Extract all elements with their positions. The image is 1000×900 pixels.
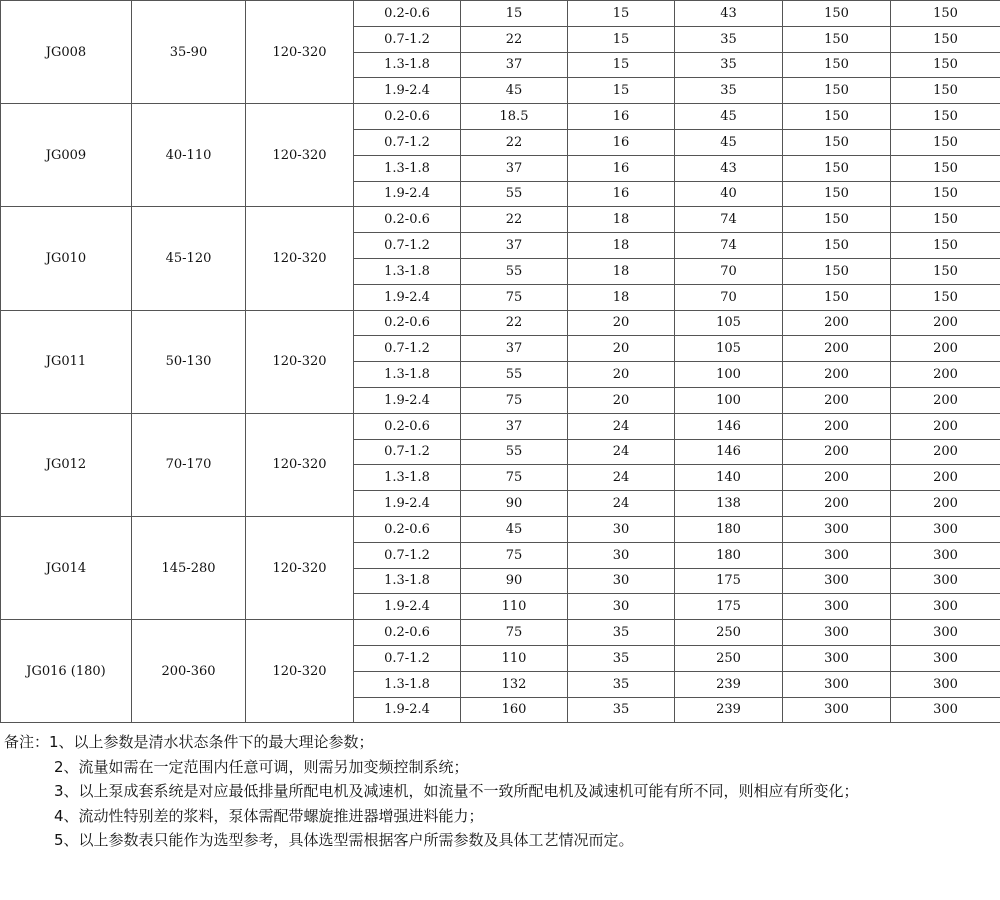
table-cell: 1.3-1.8 bbox=[354, 52, 461, 78]
table-cell: 20 bbox=[568, 362, 675, 388]
table-cell: 35 bbox=[568, 671, 675, 697]
model-cell: JG014 bbox=[1, 516, 132, 619]
range-cell-2: 120-320 bbox=[246, 1, 354, 104]
table-cell: 24 bbox=[568, 439, 675, 465]
table-cell: 30 bbox=[568, 516, 675, 542]
table-cell: 20 bbox=[568, 387, 675, 413]
table-cell: 300 bbox=[891, 594, 1000, 620]
note-line-4 bbox=[4, 804, 994, 829]
table-cell: 18 bbox=[568, 284, 675, 310]
table-cell: 16 bbox=[568, 181, 675, 207]
table-cell: 45 bbox=[675, 129, 783, 155]
table-cell: 300 bbox=[783, 620, 891, 646]
table-cell: 43 bbox=[675, 1, 783, 27]
table-cell: 30 bbox=[568, 594, 675, 620]
model-cell: JG010 bbox=[1, 207, 132, 310]
model-cell: JG008 bbox=[1, 1, 132, 104]
table-cell: 300 bbox=[891, 620, 1000, 646]
table-cell: 45 bbox=[461, 78, 568, 104]
table-cell: 150 bbox=[783, 26, 891, 52]
table-cell: 200 bbox=[783, 362, 891, 388]
table-cell: 1.3-1.8 bbox=[354, 465, 461, 491]
table-row bbox=[1, 413, 1000, 439]
table-cell: 37 bbox=[461, 233, 568, 259]
table-cell: 0.7-1.2 bbox=[354, 439, 461, 465]
table-cell: 150 bbox=[891, 233, 1000, 259]
table-cell: 110 bbox=[461, 594, 568, 620]
table-cell: 90 bbox=[461, 568, 568, 594]
range-cell: 40-110 bbox=[132, 104, 246, 207]
model-cell: JG016 (180) bbox=[1, 620, 132, 723]
table-cell: 150 bbox=[783, 181, 891, 207]
table-cell: 75 bbox=[461, 387, 568, 413]
table-cell: 175 bbox=[675, 568, 783, 594]
table-cell: 300 bbox=[891, 671, 1000, 697]
table-cell: 200 bbox=[891, 310, 1000, 336]
table-cell: 55 bbox=[461, 258, 568, 284]
table-cell: 200 bbox=[783, 465, 891, 491]
table-cell: 18.5 bbox=[461, 104, 568, 130]
table-cell: 150 bbox=[783, 258, 891, 284]
range-cell: 35-90 bbox=[132, 1, 246, 104]
table-cell: 1.9-2.4 bbox=[354, 491, 461, 517]
table-cell: 35 bbox=[675, 26, 783, 52]
table-cell: 300 bbox=[891, 645, 1000, 671]
table-cell: 150 bbox=[891, 1, 1000, 27]
table-cell: 37 bbox=[461, 155, 568, 181]
table-cell: 110 bbox=[461, 645, 568, 671]
table-cell: 150 bbox=[891, 258, 1000, 284]
table-cell: 200 bbox=[891, 413, 1000, 439]
table-cell: 24 bbox=[568, 413, 675, 439]
table-cell: 45 bbox=[461, 516, 568, 542]
table-cell: 15 bbox=[568, 1, 675, 27]
table-cell: 150 bbox=[891, 104, 1000, 130]
table-cell: 0.7-1.2 bbox=[354, 336, 461, 362]
table-cell: 22 bbox=[461, 207, 568, 233]
table-cell: 150 bbox=[783, 1, 891, 27]
table-cell: 1.3-1.8 bbox=[354, 362, 461, 388]
table-cell: 150 bbox=[783, 284, 891, 310]
table-cell: 70 bbox=[675, 284, 783, 310]
table-cell: 0.2-0.6 bbox=[354, 413, 461, 439]
range-cell-2: 120-320 bbox=[246, 310, 354, 413]
range-cell: 145-280 bbox=[132, 516, 246, 619]
table-cell: 140 bbox=[675, 465, 783, 491]
table-cell: 35 bbox=[568, 620, 675, 646]
table-cell: 150 bbox=[891, 52, 1000, 78]
table-cell: 20 bbox=[568, 310, 675, 336]
table-cell: 0.2-0.6 bbox=[354, 104, 461, 130]
note-line-3 bbox=[4, 779, 994, 804]
table-cell: 150 bbox=[783, 104, 891, 130]
table-cell: 150 bbox=[783, 155, 891, 181]
note-text: 4、流动性特别差的浆料，泵体需配带螺旋推进器增强进料能力； bbox=[54, 806, 484, 825]
table-cell: 15 bbox=[568, 26, 675, 52]
table-row bbox=[1, 620, 1000, 646]
table-cell: 1.9-2.4 bbox=[354, 181, 461, 207]
table-row bbox=[1, 516, 1000, 542]
table-cell: 75 bbox=[461, 542, 568, 568]
table-cell: 250 bbox=[675, 645, 783, 671]
table-cell: 30 bbox=[568, 542, 675, 568]
table-cell: 150 bbox=[783, 129, 891, 155]
range-cell: 200-360 bbox=[132, 620, 246, 723]
model-cell: JG009 bbox=[1, 104, 132, 207]
table-cell: 300 bbox=[891, 516, 1000, 542]
table-cell: 150 bbox=[891, 207, 1000, 233]
table-cell: 300 bbox=[783, 516, 891, 542]
table-cell: 239 bbox=[675, 697, 783, 723]
table-cell: 300 bbox=[891, 697, 1000, 723]
table-cell: 300 bbox=[891, 568, 1000, 594]
table-cell: 150 bbox=[891, 181, 1000, 207]
table-cell: 16 bbox=[568, 155, 675, 181]
table-cell: 150 bbox=[891, 26, 1000, 52]
table-cell: 18 bbox=[568, 207, 675, 233]
table-cell: 22 bbox=[461, 26, 568, 52]
table-cell: 239 bbox=[675, 671, 783, 697]
table-cell: 18 bbox=[568, 233, 675, 259]
table-cell: 16 bbox=[568, 104, 675, 130]
note-text: 5、以上参数表只能作为选型参考，具体选型需根据客户所需参数及具体工艺情况而定。 bbox=[54, 831, 634, 849]
notes-prefix: 备注： bbox=[4, 733, 50, 751]
table-cell: 200 bbox=[891, 465, 1000, 491]
note-line-2 bbox=[4, 755, 994, 780]
table-cell: 300 bbox=[783, 568, 891, 594]
table-row bbox=[1, 207, 1000, 233]
table-cell: 250 bbox=[675, 620, 783, 646]
table-cell: 0.7-1.2 bbox=[354, 129, 461, 155]
table-cell: 0.2-0.6 bbox=[354, 620, 461, 646]
table-cell: 100 bbox=[675, 362, 783, 388]
table-cell: 0.7-1.2 bbox=[354, 233, 461, 259]
table-cell: 22 bbox=[461, 129, 568, 155]
table-cell: 200 bbox=[891, 362, 1000, 388]
table-cell: 180 bbox=[675, 516, 783, 542]
range-cell: 50-130 bbox=[132, 310, 246, 413]
table-cell: 24 bbox=[568, 465, 675, 491]
table-cell: 200 bbox=[891, 491, 1000, 517]
table-cell: 15 bbox=[568, 52, 675, 78]
range-cell-2: 120-320 bbox=[246, 516, 354, 619]
table-cell: 160 bbox=[461, 697, 568, 723]
table-cell: 0.2-0.6 bbox=[354, 310, 461, 336]
table-cell: 24 bbox=[568, 491, 675, 517]
table-row bbox=[1, 310, 1000, 336]
table-cell: 1.3-1.8 bbox=[354, 568, 461, 594]
table-cell: 15 bbox=[461, 1, 568, 27]
table-cell: 22 bbox=[461, 310, 568, 336]
table-cell: 1.9-2.4 bbox=[354, 78, 461, 104]
table-cell: 200 bbox=[783, 336, 891, 362]
table-cell: 1.9-2.4 bbox=[354, 387, 461, 413]
table-cell: 45 bbox=[675, 104, 783, 130]
table-row bbox=[1, 1, 1000, 27]
table-cell: 300 bbox=[783, 697, 891, 723]
model-cell: JG011 bbox=[1, 310, 132, 413]
table-cell: 40 bbox=[675, 181, 783, 207]
table-cell: 150 bbox=[891, 78, 1000, 104]
table-cell: 146 bbox=[675, 413, 783, 439]
table-cell: 35 bbox=[568, 697, 675, 723]
table-cell: 43 bbox=[675, 155, 783, 181]
table-cell: 150 bbox=[783, 207, 891, 233]
note-text: 1、以上参数是清水状态条件下的最大理论参数； bbox=[49, 733, 374, 751]
table-cell: 16 bbox=[568, 129, 675, 155]
table-cell: 1.9-2.4 bbox=[354, 594, 461, 620]
range-cell-2: 120-320 bbox=[246, 104, 354, 207]
table-cell: 150 bbox=[783, 233, 891, 259]
table-cell: 75 bbox=[461, 465, 568, 491]
table-cell: 300 bbox=[783, 645, 891, 671]
range-cell-2: 120-320 bbox=[246, 413, 354, 516]
table-cell: 200 bbox=[783, 387, 891, 413]
model-cell: JG012 bbox=[1, 413, 132, 516]
table-cell: 300 bbox=[891, 542, 1000, 568]
table-cell: 300 bbox=[783, 542, 891, 568]
table-cell: 200 bbox=[891, 439, 1000, 465]
table-cell: 100 bbox=[675, 387, 783, 413]
table-cell: 150 bbox=[891, 155, 1000, 181]
table-cell: 0.7-1.2 bbox=[354, 542, 461, 568]
table-cell: 37 bbox=[461, 336, 568, 362]
table-cell: 37 bbox=[461, 52, 568, 78]
table-cell: 1.3-1.8 bbox=[354, 671, 461, 697]
table-cell: 200 bbox=[891, 387, 1000, 413]
table-cell: 200 bbox=[891, 336, 1000, 362]
table-row bbox=[1, 104, 1000, 130]
table-cell: 35 bbox=[675, 78, 783, 104]
table-cell: 35 bbox=[675, 52, 783, 78]
table-cell: 20 bbox=[568, 336, 675, 362]
table-cell: 74 bbox=[675, 207, 783, 233]
table-cell: 55 bbox=[461, 439, 568, 465]
table-cell: 30 bbox=[568, 568, 675, 594]
table-cell: 105 bbox=[675, 310, 783, 336]
table-cell: 150 bbox=[783, 78, 891, 104]
table-cell: 55 bbox=[461, 181, 568, 207]
table-cell: 200 bbox=[783, 310, 891, 336]
note-text: 3、以上泵成套系统是对应最低排量所配电机及减速机，如流量不一致所配电机及减速机可能有所不同，则相应有所变化； bbox=[54, 782, 859, 800]
table-body bbox=[1, 1, 1000, 723]
table-cell: 200 bbox=[783, 413, 891, 439]
table-cell: 200 bbox=[783, 491, 891, 517]
table-cell: 1.3-1.8 bbox=[354, 155, 461, 181]
table-cell: 0.2-0.6 bbox=[354, 207, 461, 233]
table-cell: 35 bbox=[568, 645, 675, 671]
table-cell: 15 bbox=[568, 78, 675, 104]
table-cell: 180 bbox=[675, 542, 783, 568]
table-cell: 150 bbox=[891, 129, 1000, 155]
table-cell: 0.2-0.6 bbox=[354, 1, 461, 27]
table-cell: 90 bbox=[461, 491, 568, 517]
table-cell: 105 bbox=[675, 336, 783, 362]
table-cell: 150 bbox=[783, 52, 891, 78]
table-cell: 55 bbox=[461, 362, 568, 388]
range-cell-2: 120-320 bbox=[246, 620, 354, 723]
range-cell: 45-120 bbox=[132, 207, 246, 310]
table-cell: 175 bbox=[675, 594, 783, 620]
table-cell: 1.9-2.4 bbox=[354, 284, 461, 310]
table-cell: 37 bbox=[461, 413, 568, 439]
notes-section bbox=[4, 730, 994, 853]
range-cell-2: 120-320 bbox=[246, 207, 354, 310]
note-line-1 bbox=[4, 730, 994, 755]
table-cell: 0.2-0.6 bbox=[354, 516, 461, 542]
table-cell: 150 bbox=[891, 284, 1000, 310]
table-cell: 70 bbox=[675, 258, 783, 284]
range-cell: 70-170 bbox=[132, 413, 246, 516]
table-cell: 1.3-1.8 bbox=[354, 258, 461, 284]
table-cell: 0.7-1.2 bbox=[354, 645, 461, 671]
table-cell: 74 bbox=[675, 233, 783, 259]
table-cell: 75 bbox=[461, 284, 568, 310]
table-cell: 300 bbox=[783, 594, 891, 620]
table-cell: 75 bbox=[461, 620, 568, 646]
note-line-5 bbox=[4, 828, 994, 853]
table-cell: 0.7-1.2 bbox=[354, 26, 461, 52]
table-cell: 132 bbox=[461, 671, 568, 697]
table-cell: 138 bbox=[675, 491, 783, 517]
table-cell: 200 bbox=[783, 439, 891, 465]
note-text: 2、流量如需在一定范围内任意可调，则需另加变频控制系统； bbox=[54, 757, 469, 776]
table-cell: 18 bbox=[568, 258, 675, 284]
table-cell: 300 bbox=[783, 671, 891, 697]
table-cell: 146 bbox=[675, 439, 783, 465]
table-cell: 1.9-2.4 bbox=[354, 697, 461, 723]
